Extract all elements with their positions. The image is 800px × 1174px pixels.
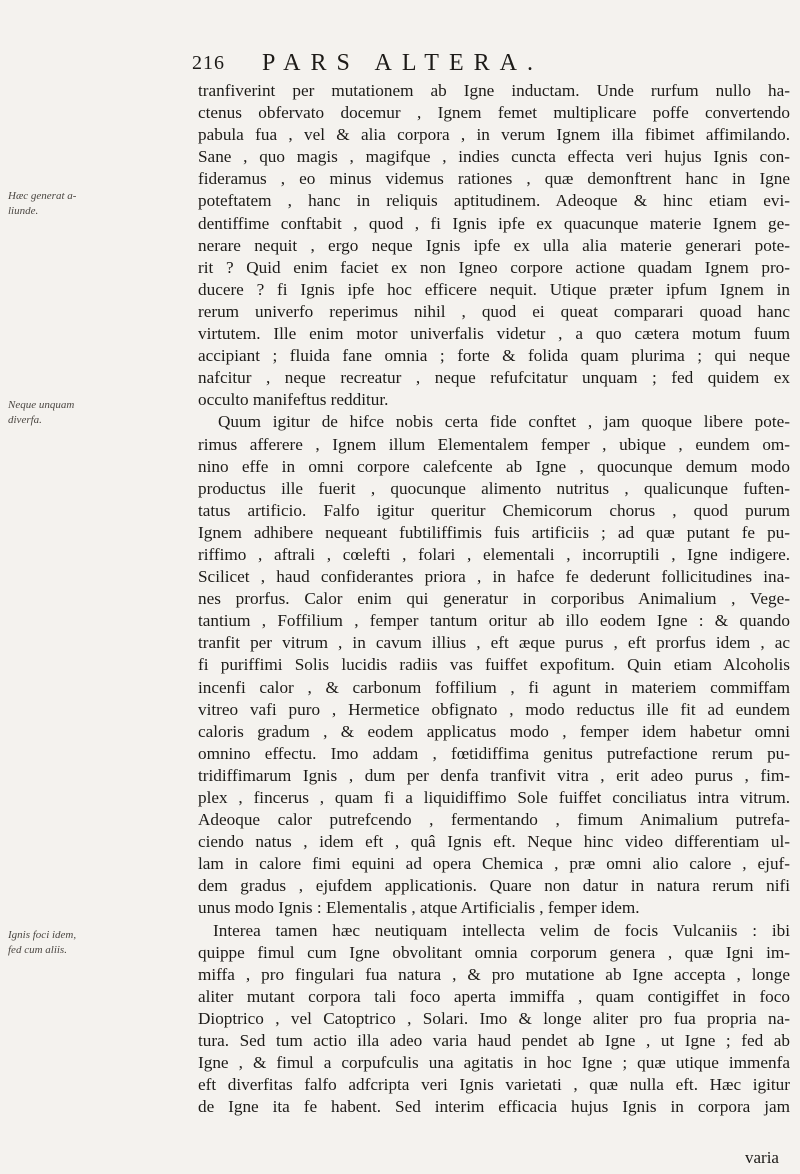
text-line: Sane , quo magis , magifque , indies cuncta effecta veri hujus Ignis con- <box>198 147 790 167</box>
marginal-note <box>8 398 138 428</box>
text-line: nes prorfus. Calor enim qui generatur in corporibus Animalium , Vege- <box>198 589 790 609</box>
text-line: ciendo natus , idem eft , quâ Ignis eft. Neque hinc video differentiam ul- <box>198 832 790 852</box>
marginal-note-line: Ignis foci idem, <box>8 929 77 941</box>
page-number: 216 <box>192 52 225 74</box>
page-header <box>192 50 792 80</box>
text-line: de Igne ita fe habent. Sed interim efficacia hujus Ignis in corpora jam <box>198 1097 790 1117</box>
text-line: tatus artificio. Falfo igitur queritur Chemicorum chorus , quod purum <box>198 500 790 520</box>
text-line: tantium , Foffilium , femper tantum oritur ab illo eodem Igne : & quando <box>198 611 790 631</box>
text-line: aliter mutant corpora tali foco aperta immiffa , quam contigiffet in foco <box>198 986 790 1006</box>
text-line: rit ? Quid enim faciet ex non Igneo corpore actione quadam Ignem pro- <box>198 257 790 277</box>
text-line: riffimo , aftrali , cœlefti , folari , elementali , incorruptili , Igne indigere. <box>198 544 790 564</box>
text-line: omnino effectu. Imo addam , fœtidiffima genitus putrefactione rerum pu- <box>198 743 790 763</box>
text-line: ctenus obfervato docemur , Ignem femet multiplicare poffe convertendo <box>198 103 790 123</box>
text-line: rimus afferere , Ignem illum Elementalem femper , ubique , eundem om- <box>198 434 790 454</box>
marginal-note-line: fed cum aliis. <box>8 944 67 956</box>
text-line: Ignem adhibere nequeant fubtiliffimis fuis artificiis ; ad quæ putant fe pu- <box>198 522 790 542</box>
text-line: tura. Sed tum actio illa adeo varia haud pendet ab Igne , ut Igne ; fed ab <box>198 1031 790 1051</box>
running-head: PARS ALTERA. <box>262 50 543 76</box>
marginal-note <box>8 928 138 958</box>
text-line: fi puriffimi Solis lucidis radiis vas fuiffet expofitum. Quin etiam Alcoholis <box>198 655 790 675</box>
text-line: Igne , & fimul a corpufculis una agitatis in hoc Igne ; quæ utique immenfa <box>198 1053 790 1073</box>
text-line: rerum univerfo reperimus nihil , quod ei queat comparari quoad hanc <box>198 301 790 321</box>
text-line: Quum igitur de hifce nobis certa fide conftet , jam quoque libere pote- <box>218 412 790 432</box>
text-line: virtutem. Ille enim motor univerfalis videtur , a quo cætera motum fuum <box>198 324 790 344</box>
text-line: poteftatem , hanc in reliquis aptitudinem. Adeoque & hinc etiam evi- <box>198 191 790 211</box>
text-line: unus modo Ignis : Elementalis , atque Artificialis , femper idem. <box>198 898 640 918</box>
marginal-note-line: Neque unquam <box>8 399 75 411</box>
text-line: tranfit per vitrum , in cavum illius , eft æque purus , eft prorfus idem , ac <box>198 633 790 653</box>
text-line: caloris gradum , & eodem applicatus modo , femper idem habetur omni <box>198 721 790 741</box>
text-line: dem gradus , ejufdem applicationis. Quare non datur in natura rerum nifi <box>198 876 790 896</box>
text-line: plex , fincerus , quam fi a liquidiffimo Sole fuiffet conciliatus intra vitrum. <box>198 788 790 807</box>
text-line: lam in calore fimi equini ad opera Chemica , præ omni alio calore , ejuf- <box>198 854 790 874</box>
text-line: nino effe in omni corpore calefcente ab Igne , quocunque demum modo <box>198 456 790 476</box>
text-line: quippe fimul cum Igne obvolitant omnia corporum genera , quæ Igni im- <box>198 942 790 962</box>
text-line: accipiant ; fluida fane omnia ; forte & folida quam plurima ; qui neque <box>198 346 790 366</box>
text-line: miffa , pro fingulari fua natura , & pro mutatione ab Igne accepta , longe <box>198 964 790 984</box>
text-line: nerare nequit , ergo neque Ignis ipfe ex ulla alia materie generari pote- <box>198 235 790 255</box>
marginal-note-line: diverfa. <box>8 414 42 426</box>
marginal-note-line: Hæc generat a- <box>8 190 77 202</box>
text-line: ducere ? fi Ignis ipfe hoc efficere nequit. Utique præter ipfum Ignem in <box>198 279 790 299</box>
marginal-note-line: liunde. <box>8 205 39 217</box>
text-line: productus ille fuerit , quocunque alimento nutritus , qualicunque fuften- <box>198 478 790 498</box>
text-line: pabula fua , vel & alia corpora , in verum Ignem illa fibimet affimilando. <box>198 125 790 145</box>
text-line: Dioptrico , vel Catoptrico , Solari. Imo & longe aliter pro fua propria na- <box>198 1008 790 1028</box>
text-line: Adeoque calor putrefcendo , fermentando , fimum Animalium putrefa- <box>198 810 790 830</box>
text-line: Scilicet , haud confiderantes priora , in hafce fe dederunt follicitudines ina- <box>198 567 790 587</box>
text-line: dentiffime conftabit , quod , fi Ignis ipfe ex quacunque materie Ignem ge- <box>198 213 790 233</box>
text-line: Interea tamen hæc neutiquam intellecta velim de focis Vulcaniis : ibi <box>213 920 790 940</box>
text-line: vitreo vafi puro , Hermetice obfignato , modo reductus ille fit ad eundem <box>198 699 790 719</box>
text-line: nafcitur , neque recreatur , neque refufcitatur unquam ; fed quidem ex <box>198 368 790 388</box>
body-text <box>198 80 790 1118</box>
text-line: tranfiverint per mutationem ab Igne inductam. Unde rurfum nullo ha- <box>198 81 790 100</box>
text-line: eft diverfitas falfo adfcripta veri Ignis varietati , quæ nulla eft. Hæc igitur <box>198 1075 790 1095</box>
marginal-note <box>8 189 138 219</box>
text-line: incenfi calor , & carbonum foffilium , fi agunt in materiem commiffam <box>198 677 790 697</box>
catchword: varia <box>745 1148 779 1167</box>
text-line: tridiffimarum Ignis , dum per denfa tranfivit vitra , erit adeo purus , fim- <box>198 765 790 785</box>
text-line: fideramus , eo minus videmus rationes , quæ demonftrent hanc in Igne <box>198 169 790 189</box>
text-line: occulto manifeftus redditur. <box>198 390 389 410</box>
